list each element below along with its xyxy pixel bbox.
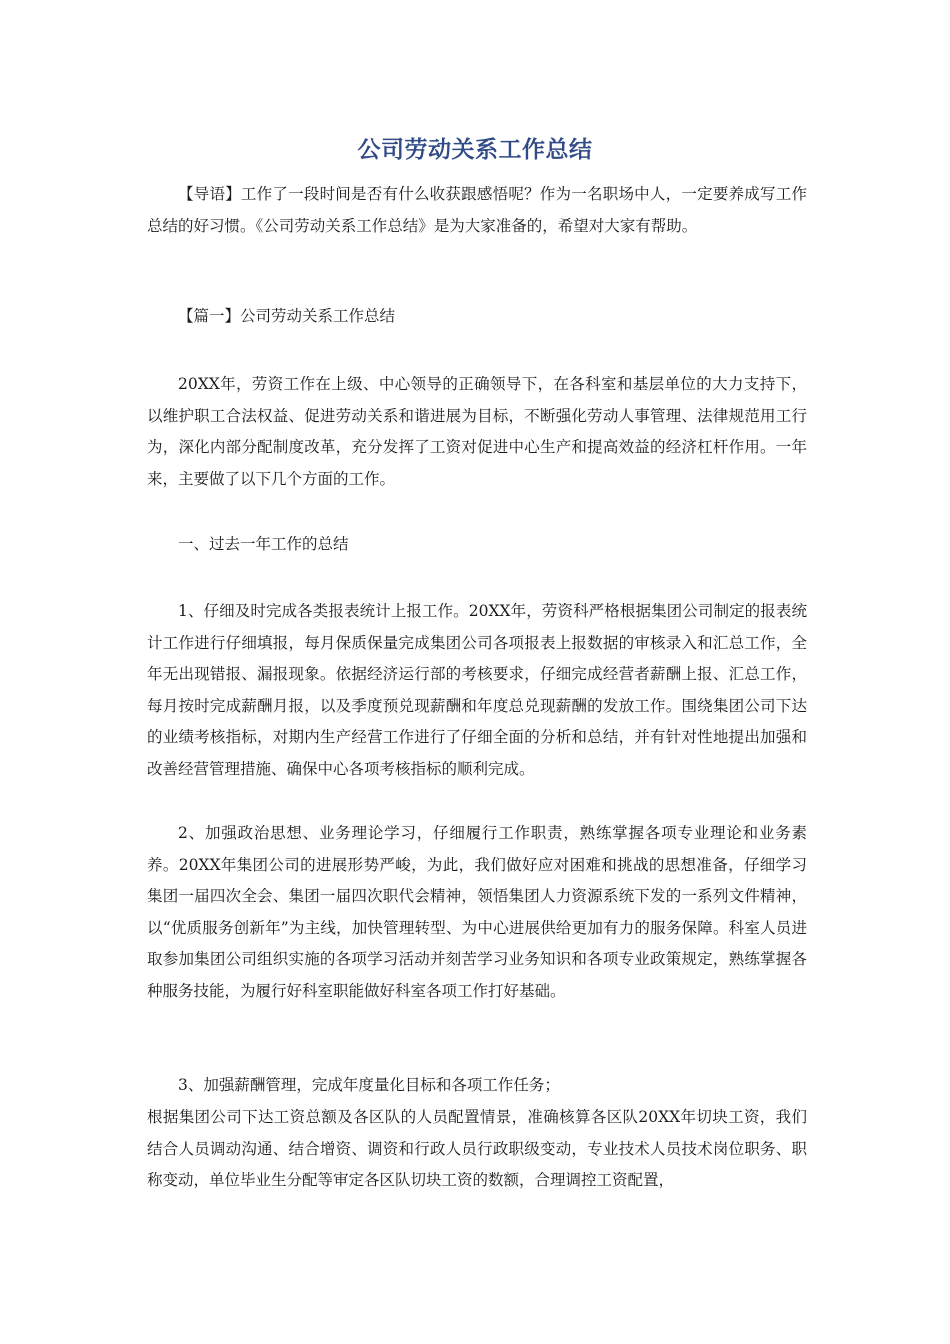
paragraph-1: 20XX年，劳资工作在上级、中心领导的正确领导下，在各科室和基层单位的大力支持下，以维护职工合法权益、促进劳动关系和谐进展为目标，不断强化劳动人事管理、法律规范用工行为，深化内部分配制度改革，充分发挥了工资对促进中心生产和提高效益的经济杠杆作用。一年来，主要做了以下几个方面的工作。: [147, 375, 807, 488]
item-3-heading: 3、加强薪酬管理，完成年度量化目标和各项工作任务；: [178, 1076, 560, 1094]
document-title: 公司劳动关系工作总结: [357, 137, 593, 163]
item-3-body: 根据集团公司下达工资总额及各区队的人员配置情景，准确核算各区队20XX年切块工资，我们结合人员调动沟通、结合增资、调资和行政人员行政职级变动，专业技术人员技术岗位职务、职称变动，单位毕业生分配等审定各区队切块工资的数额，合理调控工资配置，: [147, 1108, 807, 1189]
intro-paragraph: 【导语】工作了一段时间是否有什么收获跟感悟呢？作为一名职场中人，一定要养成写工作总结的好习惯。《公司劳动关系工作总结》是为大家准备的，希望对大家有帮助。: [147, 185, 807, 235]
item-1-paragraph: 1、仔细及时完成各类报表统计上报工作。20XX年，劳资科严格根据集团公司制定的报表统计工作进行仔细填报，每月保质保量完成集团公司各项报表上报数据的审核录入和汇总工作，全年无出现错报、漏报现象。依据经济运行部的考核要求，仔细完成经营者薪酬上报、汇总工作，每月按时完成薪酬月报，以及季度预兑现薪酬和年度总兑现薪酬的发放工作。围绕集团公司下达的业绩考核指标，对期内生产经营工作进行了仔细全面的分析和总结，并有针对性地提出加强和改善经营管理措施、确保中心各项考核指标的顺利完成。: [147, 602, 807, 778]
subheading-1: 一、过去一年工作的总结: [178, 535, 349, 553]
item-2-paragraph: 2、加强政治思想、业务理论学习，仔细履行工作职责，熟练掌握各项专业理论和业务素养。20XX年集团公司的进展形势严峻，为此，我们做好应对困难和挑战的思想准备，仔细学习集团一届四次全会、集团一届四次职代会精神，领悟集团人力资源系统下发的一系列文件精神，以“优质服务创新年”为主线，加快管理转型、为中心进展供给更加有力的服务保障。科室人员进取参加集团公司组织实施的各项学习活动并刻苦学习业务知识和各项专业政策规定，熟练掌握各种服务技能，为履行好科室职能做好科室各项工作打好基础。: [147, 824, 807, 1000]
section-heading: 【篇一】公司劳动关系工作总结: [178, 307, 396, 325]
